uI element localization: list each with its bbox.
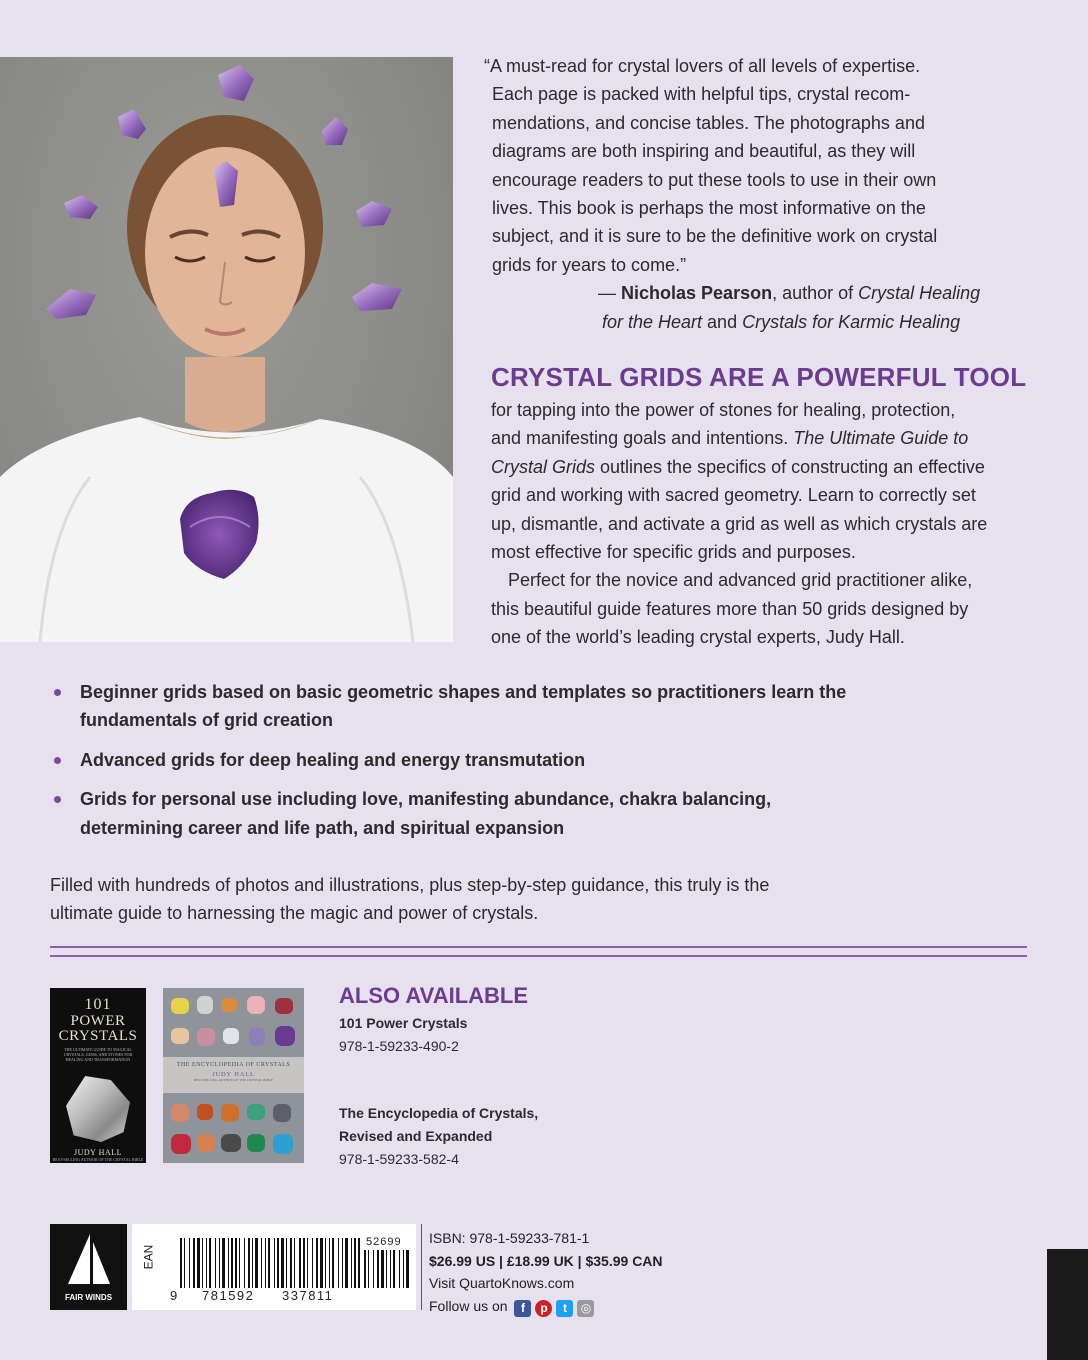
barcode-bar	[277, 1238, 279, 1288]
quote-line: grids for years to come.”	[492, 254, 687, 275]
barcode-bar	[406, 1250, 409, 1288]
edge-block	[1047, 1249, 1088, 1360]
quote-line: encourage readers to put these tools to use in their own	[492, 169, 937, 190]
barcode-bar	[189, 1238, 190, 1288]
description-line: Perfect for the novice and advanced grid practitioner alike,	[508, 570, 973, 591]
gem-image	[247, 1134, 265, 1152]
gem-image	[171, 998, 189, 1014]
quote-line: “A must-read for crystal lovers of all levels of expertise.	[484, 56, 921, 76]
barcode-bar	[184, 1238, 185, 1288]
gem-image	[197, 1028, 215, 1046]
barcode-bar	[316, 1238, 318, 1288]
facebook-icon[interactable]: f	[514, 1300, 531, 1317]
instagram-icon[interactable]: ◎	[577, 1300, 594, 1317]
barcode-bar	[364, 1250, 366, 1288]
description-line: one of the world’s leading crystal experts, Judy Hall.	[491, 627, 905, 648]
barcode-bar	[281, 1238, 284, 1288]
list-item-text: determining career and life path, and spiritual expansion	[80, 817, 565, 838]
gem-image	[247, 996, 265, 1014]
barcode-bar	[294, 1238, 295, 1288]
description-line: for tapping into the power of stones for healing, protection,	[491, 400, 956, 420]
barcode-bar	[386, 1250, 387, 1288]
cover-author: JUDY HALL	[74, 1148, 122, 1157]
barcode-bar	[261, 1238, 262, 1288]
section-heading: CRYSTAL GRIDS ARE A POWERFUL TOOL	[491, 362, 1027, 392]
barcode-bar	[320, 1238, 323, 1288]
barcode-bar	[345, 1238, 348, 1288]
cover-subtitle: THE ULTIMATE GUIDE TO MAGICAL CRYSTALS, GEMS, AND STONES FOR HEALING AND TRANSFORMATION	[63, 1047, 133, 1062]
barcode-bar	[399, 1250, 400, 1288]
gem-image	[223, 1028, 239, 1044]
barcode-bar	[332, 1238, 334, 1288]
barcode-bar	[403, 1250, 404, 1288]
book-title: Crystals for Karmic Healing	[742, 311, 961, 332]
barcode-bar	[377, 1250, 379, 1288]
barcode-bar	[338, 1238, 339, 1288]
attribution-dash: —	[598, 283, 622, 304]
barcode-bar	[244, 1238, 245, 1288]
list-item-text: Beginner grids based on basic geometric shapes and templates so practitioners learn the	[80, 682, 847, 702]
barcode-bar	[290, 1238, 292, 1288]
bullet-icon	[54, 757, 61, 764]
list-item	[50, 746, 950, 774]
barcode-bar	[303, 1238, 305, 1288]
ean-label: EAN	[141, 1244, 156, 1270]
book-title: Crystal Grids	[491, 456, 596, 477]
gem-image	[221, 1104, 239, 1122]
cover-title: POWER	[70, 1013, 126, 1029]
book-title: Crystal Healing	[858, 283, 981, 304]
book-title: for the Heart	[602, 311, 703, 332]
related-book-title: 101 Power Crystals	[339, 1015, 468, 1031]
bullet-icon	[54, 796, 61, 803]
related-book-isbn: 978-1-59233-490-2	[339, 1037, 459, 1054]
description-line: grid and working with sacred geometry. Learn to correctly set	[491, 485, 976, 506]
gem-image	[197, 1104, 213, 1120]
barcode-bar	[390, 1250, 391, 1288]
barcode	[132, 1224, 416, 1310]
barcode-bar	[228, 1238, 229, 1288]
barcode-bar	[312, 1238, 313, 1288]
attribution-text: , author of	[772, 283, 859, 304]
gem-image	[273, 1134, 293, 1154]
barcode-bar	[325, 1238, 326, 1288]
reviewer-name: Nicholas Pearson	[621, 283, 773, 304]
barcode-bar	[268, 1238, 270, 1288]
quote-attribution	[598, 279, 1004, 307]
quote-line: diagrams are both inspiring and beautiful, as they will	[492, 141, 916, 162]
also-available-list	[339, 1012, 639, 1171]
divider	[50, 955, 1027, 957]
gem-image	[171, 1134, 191, 1154]
barcode-bar	[351, 1238, 352, 1288]
barcode-number: 781592	[202, 1288, 255, 1303]
barcode-bar	[219, 1238, 220, 1288]
barcode-bar	[180, 1238, 182, 1288]
sailboat-icon	[50, 1224, 127, 1294]
description-line: up, dismantle, and activate a grid as well as which crystals are	[491, 513, 988, 534]
barcode-bar	[252, 1238, 253, 1288]
attribution-text: and	[702, 311, 743, 332]
quote-line: lives. This book is perhaps the most informative on the	[492, 198, 926, 219]
gem-image	[275, 998, 293, 1014]
quote-line: subject, and it is sure to be the definitive work on crystal	[492, 226, 938, 247]
price-info	[429, 1227, 729, 1318]
barcode-bar	[329, 1238, 330, 1288]
barcode-bars	[180, 1238, 384, 1290]
also-available-title: ALSO AVAILABLE	[339, 983, 529, 1008]
gem-image	[247, 1104, 265, 1120]
cover-title: CRYSTALS	[58, 1028, 138, 1044]
barcode-bar	[373, 1250, 374, 1288]
description-line: most effective for specific grids and purposes.	[491, 542, 856, 563]
barcode-bar	[381, 1250, 384, 1288]
barcode-bar	[202, 1238, 203, 1288]
barcode-bar	[368, 1250, 369, 1288]
social-icons	[514, 1296, 598, 1319]
book-cover-encyclopedia-of-crystals	[163, 988, 304, 1163]
related-book-title: The Encyclopedia of Crystals,	[339, 1105, 539, 1122]
barcode-bar	[209, 1238, 211, 1288]
barcode-bar	[358, 1238, 360, 1288]
closing-paragraph	[50, 871, 850, 928]
twitter-icon[interactable]: t	[556, 1300, 573, 1317]
list-item-text: Advanced grids for deep healing and energy transmutation	[80, 749, 586, 770]
barcode-bar	[265, 1238, 266, 1288]
barcode-bar	[274, 1238, 275, 1288]
description-line: this beautiful guide features more than 50 grids designed by	[491, 598, 969, 619]
review-quote	[484, 52, 1004, 336]
barcode-bar	[354, 1238, 356, 1288]
gem-image	[221, 1134, 241, 1152]
publisher-name: FAIR WINDS	[64, 1293, 113, 1302]
barcode-bar	[215, 1238, 216, 1288]
barcode-bar	[239, 1238, 240, 1288]
pinterest-icon[interactable]: p	[535, 1300, 552, 1317]
barcode-bar	[235, 1238, 237, 1288]
gem-image	[171, 1104, 189, 1122]
barcode-bar	[248, 1238, 250, 1288]
barcode-bar	[286, 1238, 287, 1288]
cover-title: THE ENCYCLOPEDIA OF CRYSTALS	[176, 1062, 291, 1068]
closing-line: Filled with hundreds of photos and illustrations, plus step-by-step guidance, this truly is the	[50, 875, 770, 895]
publisher-logo	[50, 1224, 127, 1310]
gem-image	[221, 998, 237, 1012]
cover-title: 101	[84, 996, 112, 1013]
list-item-text: Grids for personal use including love, manifesting abundance, chakra balancing,	[80, 789, 772, 810]
book-title: The Ultimate Guide to	[793, 428, 969, 449]
cover-author: JUDY HALL	[212, 1071, 255, 1078]
barcode-bar	[307, 1238, 308, 1288]
text-span: outlines the specifics of constructing an effective	[595, 456, 985, 477]
bullet-icon	[54, 689, 61, 696]
description-line	[491, 453, 1051, 481]
barcode-bar	[299, 1238, 301, 1288]
closing-line: ultimate guide to harnessing the magic and power of crystals.	[50, 903, 539, 924]
related-book-isbn: 978-1-59233-582-4	[339, 1150, 459, 1167]
gem-image	[273, 1104, 291, 1122]
list-item-text: fundamentals of grid creation	[80, 710, 334, 731]
quote-line: Each page is packed with helpful tips, crystal recom-	[492, 84, 911, 105]
barcode-bar	[342, 1238, 343, 1288]
quote-attribution-line2	[602, 308, 1004, 336]
barcode-bar	[197, 1238, 200, 1288]
barcode-bar	[193, 1238, 195, 1288]
feature-list	[50, 678, 950, 853]
book-cover-101-power-crystals	[50, 988, 146, 1163]
related-book-title: Revised and Expanded	[339, 1128, 493, 1145]
quote-line: mendations, and concise tables. The photographs and	[492, 112, 925, 133]
follow-label: Follow us on	[429, 1297, 508, 1314]
divider	[421, 1224, 422, 1310]
gem-image	[275, 1026, 295, 1046]
description	[491, 396, 1051, 652]
barcode-bar	[255, 1238, 258, 1288]
cover-author-subtitle: BEST-SELLING AUTHOR OF THE CRYSTAL BIBLE	[193, 1078, 274, 1082]
cover-title-band	[163, 1057, 304, 1093]
website-link[interactable]: Visit QuartoKnows.com	[429, 1275, 575, 1291]
barcode-bar	[393, 1250, 395, 1288]
gem-image	[197, 1134, 215, 1152]
gem-image	[197, 996, 213, 1014]
price: $26.99 US | £18.99 UK | $35.99 CAN	[429, 1252, 663, 1269]
gem-image	[249, 1028, 265, 1046]
gem-image	[171, 1028, 189, 1044]
barcode-number: 337811	[282, 1288, 334, 1303]
cover-photo	[0, 57, 453, 642]
barcode-bar	[206, 1238, 207, 1288]
list-item	[50, 678, 950, 735]
barcode-addon-number: 52699	[366, 1236, 402, 1248]
divider	[50, 946, 1027, 948]
follow-row	[429, 1295, 729, 1319]
spacer	[339, 1057, 639, 1102]
text-span: and manifesting goals and intentions.	[491, 428, 794, 449]
description-line	[491, 424, 1051, 452]
barcode-bar	[231, 1238, 233, 1288]
isbn: ISBN: 978-1-59233-781-1	[429, 1230, 590, 1246]
woman-with-crystals-illustration	[0, 57, 453, 642]
barcode-number: 9	[170, 1288, 179, 1303]
cover-author-subtitle: BEST-SELLING AUTHOR OF THE CRYSTAL BIBLE	[52, 1157, 144, 1162]
barcode-bar	[222, 1238, 225, 1288]
list-item	[50, 785, 950, 842]
barcode-addon-bars	[364, 1250, 414, 1290]
crystal-image	[66, 1076, 130, 1142]
